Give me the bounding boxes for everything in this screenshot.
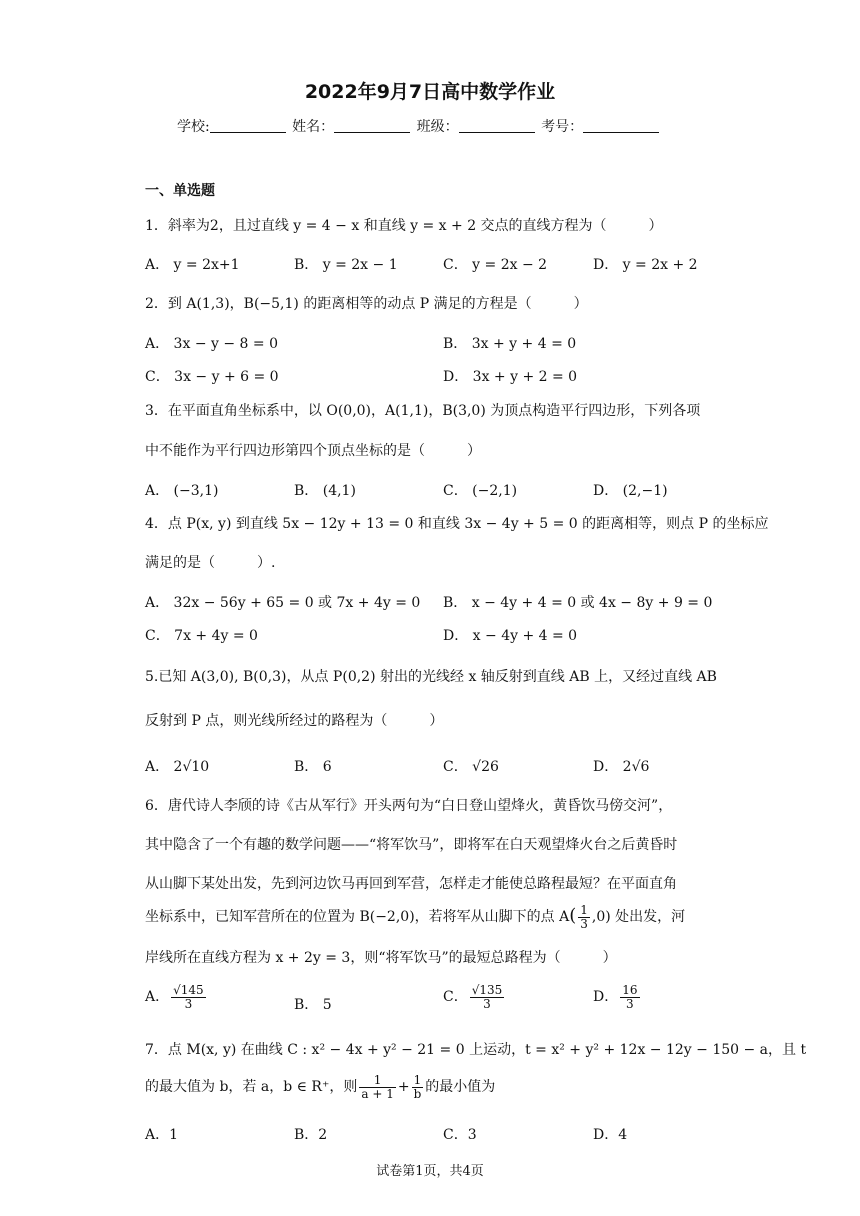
q3-stem-line1: 3．在平面直角坐标系中，以 O(0,0)，A(1,1)，B(3,0) 为顶点构造平行四边形，下列各项 <box>145 403 701 419</box>
q1-stem: 1．斜率为2，且过直线 y = 4 − x 和直线 y = x + 2 交点的直线方程为（ ） <box>145 218 663 234</box>
q6-option-a: A． $\frac{√145}{3}$ <box>145 983 204 1011</box>
q4-stem-line2: 满足的是（ ）. <box>145 555 276 571</box>
q7-stem-line1: 7．点 M(x, y) 在曲线 C : x² − 4x + y² − 21 = 0 上运动，t = x² + y² + 12x − 12y − 150 − a，且 t <box>145 1042 807 1058</box>
q7-option-b: B．2 <box>294 1127 328 1143</box>
q2-option-b: B． 3x + y + 4 = 0 <box>443 336 577 352</box>
q2-option-a: A． 3x − y − 8 = 0 <box>145 336 278 352</box>
q6-frac-num: 1 <box>580 903 588 917</box>
q6-line4-start: 坐标系中，已知军营所在的位置为 B(−2,0)，若将军从山脚下的点 A <box>145 909 570 926</box>
class-blank <box>459 119 535 133</box>
school-blank <box>210 119 286 133</box>
q3-stem-line2: 中不能作为平行四边形第四个顶点坐标的是（ ） <box>145 443 481 459</box>
header-fields <box>177 116 661 136</box>
name-label: 姓名： <box>292 119 335 135</box>
q3-option-b: B． (4,1) <box>294 483 356 499</box>
q3-option-a: A． (−3,1) <box>145 483 219 499</box>
q6-stem-line4: 坐标系中，已知军营所在的位置为 B(−2,0)，若将军从山脚下的点 A( $\frac{1}{3}$ ,0) 处出发，河 <box>145 903 686 931</box>
page-footer: 试卷第1页，共4页 <box>376 1164 484 1179</box>
q4-option-a: A． 32x − 56y + 65 = 0 或 7x + 4y = 0 <box>145 595 421 611</box>
q5-stem-line2: 反射到 P 点，则光线所经过的路程为（ ） <box>145 713 444 729</box>
class-label: 班级： <box>416 119 459 135</box>
q4-stem-line1: 4．点 P(x, y) 到直线 5x − 12y + 13 = 0 和直线 3x − 4y + 5 = 0 的距离相等，则点 P 的坐标应 <box>145 516 769 532</box>
q6-option-d-fraction: $\frac{16}{3}$ <box>622 983 638 1011</box>
q7-option-d: D．4 <box>593 1127 628 1143</box>
q4-option-d: D． x − 4y + 4 = 0 <box>443 628 578 644</box>
q6-option-c: C． $\frac{√135}{3}$ <box>443 983 503 1011</box>
q6-option-d: D． $\frac{16}{3}$ <box>593 983 638 1011</box>
q6-stem-line5: 岸线所在直线方程为 x + 2y = 3，则“将军饮马”的最短总路程为（ ） <box>145 950 617 966</box>
q6-frac-den: 3 <box>580 916 588 931</box>
q6-option-c-fraction: $\frac{√135}{3}$ <box>471 983 503 1011</box>
q4-option-c: C． 7x + 4y = 0 <box>145 628 258 644</box>
q5-option-d: D． 2√6 <box>593 759 650 775</box>
q5-stem-line1: 5.已知 A(3,0), B(0,3)，从点 P(0,2) 射出的光线经 x 轴反射到直线 AB 上，又经过直线 AB <box>145 669 717 685</box>
q4-option-b: B． x − 4y + 4 = 0 或 4x − 8y + 9 = 0 <box>443 595 713 611</box>
q7-option-c: C．3 <box>443 1127 477 1143</box>
q6-line4-end: ,0) 处出发，河 <box>591 909 686 926</box>
q3-option-d: D． (2,−1) <box>593 483 668 499</box>
q3-option-c: C． (−2,1) <box>443 483 518 499</box>
q7-stem-line2: 的最大值为 b，若 a，b ∈ R⁺，则 $\frac{1}{a + 1}$ + $\frac{1}{b}$ 的最小值为 <box>145 1073 496 1101</box>
page-title: 2022年9月7日高中数学作业 <box>304 81 556 103</box>
q2-stem: 2．到 A(1,3)，B(−5,1) 的距离相等的动点 P 满足的方程是（ ） <box>145 296 588 312</box>
q1-option-c: C． y = 2x − 2 <box>443 257 548 273</box>
q5-option-c: C． √26 <box>443 759 499 775</box>
exam-no-label: 考号： <box>541 119 584 135</box>
q5-option-a: A． 2√10 <box>145 759 210 775</box>
section-heading: 一、单选题 <box>145 183 215 199</box>
q1-option-b: B． y = 2x − 1 <box>294 257 398 273</box>
q6-fraction <box>578 904 590 930</box>
q6-option-b: B． 5 <box>294 997 332 1013</box>
q1-option-a: A． y = 2x+1 <box>145 257 240 273</box>
q2-option-d: D． 3x + y + 2 = 0 <box>443 369 578 385</box>
q6-stem-line1: 6．唐代诗人李颀的诗《古从军行》开头两句为“白日登山望烽火，黄昏饮马傍交河”， <box>145 798 673 814</box>
name-blank <box>334 119 410 133</box>
q6-stem-line2: 其中隐含了一个有趣的数学问题——“将军饮马”，即将军在白天观望烽火台之后黄昏时 <box>145 837 678 853</box>
q2-option-c: C． 3x − y + 6 = 0 <box>145 369 279 385</box>
q6-stem-line3: 从山脚下某处出发，先到河边饮马再回到军营，怎样走才能使总路程最短？在平面直角 <box>145 876 677 892</box>
q6-option-a-fraction: $\frac{√145}{3}$ <box>173 983 204 1011</box>
q7-option-a: A．1 <box>145 1127 179 1143</box>
school-label: 学校: <box>177 119 210 135</box>
q1-option-d: D． y = 2x + 2 <box>593 257 698 273</box>
q7-fraction-2: $\frac{1}{b}$ <box>413 1073 422 1101</box>
q5-option-b: B． 6 <box>294 759 332 775</box>
exam-no-blank <box>583 119 659 133</box>
q7-fraction-1: $\frac{1}{a + 1}$ <box>361 1073 394 1101</box>
